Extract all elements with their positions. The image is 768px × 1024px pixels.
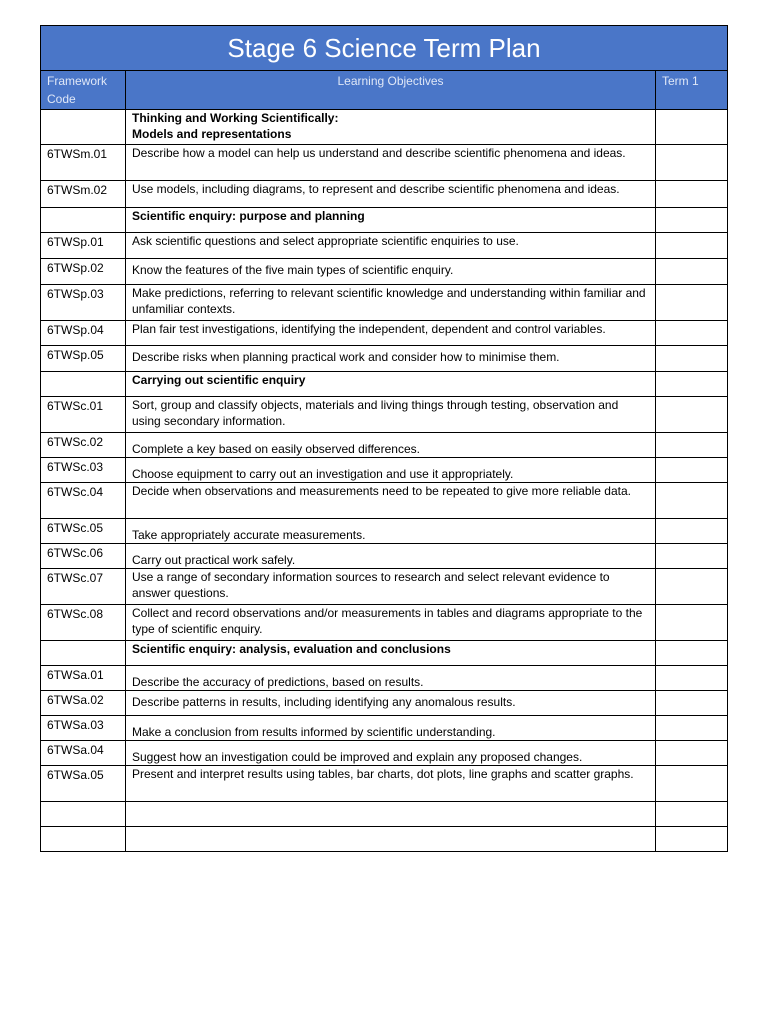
term-1-cell — [656, 741, 728, 766]
learning-objective-cell: Make a conclusion from results informed by scientific understanding. — [126, 716, 656, 741]
learning-objective-cell: Complete a key based on easily observed differences. — [126, 433, 656, 458]
term-1-cell — [656, 181, 728, 208]
term-plan-table — [40, 25, 728, 852]
term-1-cell — [656, 397, 728, 433]
term-1-cell — [656, 285, 728, 321]
learning-objective-cell: Use models, including diagrams, to represent and describe scientific phenomena and ideas. — [126, 181, 656, 208]
framework-code-cell — [41, 827, 126, 852]
framework-code-cell: 6TWSm.02 — [41, 181, 126, 208]
term-1-cell — [656, 641, 728, 666]
framework-code-cell — [41, 641, 126, 666]
framework-code-cell: 6TWSa.03 — [41, 716, 126, 741]
framework-code-cell: 6TWSc.06 — [41, 544, 126, 569]
framework-code-cell: 6TWSc.05 — [41, 519, 126, 544]
term-1-cell — [656, 321, 728, 346]
term-1-cell — [656, 259, 728, 285]
framework-code-cell: 6TWSc.02 — [41, 433, 126, 458]
learning-objective-cell: Take appropriately accurate measurements. — [126, 519, 656, 544]
framework-code-cell: 6TWSp.02 — [41, 259, 126, 285]
section-heading-cell: Scientific enquiry: purpose and planning — [126, 208, 656, 233]
term-1-cell — [656, 716, 728, 741]
section-heading-cell: Thinking and Working Scientifically: Models and representations — [126, 110, 656, 145]
term-1-cell — [656, 433, 728, 458]
learning-objective-cell: Describe patterns in results, including identifying any anomalous results. — [126, 691, 656, 716]
table-row — [41, 666, 728, 691]
term-1-cell — [656, 458, 728, 483]
section-row — [41, 372, 728, 397]
table-row — [41, 691, 728, 716]
learning-objective-cell: Know the features of the five main types of scientific enquiry. — [126, 259, 656, 285]
learning-objective-cell: Describe risks when planning practical work and consider how to minimise them. — [126, 346, 656, 372]
learning-objective-cell: Collect and record observations and/or measurements in tables and diagrams appropriate to the type of scientific enquiry. — [126, 605, 656, 641]
learning-objective-cell: Present and interpret results using tables, bar charts, dot plots, line graphs and scatter graphs. — [126, 766, 656, 802]
table-row — [41, 519, 728, 544]
page-title: Stage 6 Science Term Plan — [41, 26, 728, 71]
learning-objective-cell: Carry out practical work safely. — [126, 544, 656, 569]
framework-code-cell: 6TWSa.04 — [41, 741, 126, 766]
framework-code-cell — [41, 372, 126, 397]
table-row — [41, 145, 728, 181]
table-row — [41, 181, 728, 208]
learning-objective-cell: Choose equipment to carry out an investigation and use it appropriately. — [126, 458, 656, 483]
learning-objective-cell: Use a range of secondary information sources to research and select relevant evidence to answer questions. — [126, 569, 656, 605]
blank-row — [41, 802, 728, 827]
table-row — [41, 458, 728, 483]
section-row — [41, 208, 728, 233]
term-1-cell — [656, 544, 728, 569]
framework-code-cell: 6TWSa.05 — [41, 766, 126, 802]
section-row — [41, 641, 728, 666]
section-heading-cell: Scientific enquiry: analysis, evaluation and conclusions — [126, 641, 656, 666]
table-row — [41, 346, 728, 372]
framework-code-cell: 6TWSp.04 — [41, 321, 126, 346]
learning-objective-cell: Ask scientific questions and select appropriate scientific enquiries to use. — [126, 233, 656, 259]
learning-objective-cell: Plan fair test investigations, identifying the independent, dependent and control variables. — [126, 321, 656, 346]
table-row — [41, 716, 728, 741]
framework-code-cell: 6TWSc.03 — [41, 458, 126, 483]
table-row — [41, 483, 728, 519]
table-row — [41, 321, 728, 346]
framework-code-cell: 6TWSp.01 — [41, 233, 126, 259]
term-1-cell — [656, 666, 728, 691]
term-1-cell — [656, 233, 728, 259]
term-1-cell — [656, 766, 728, 802]
section-heading-cell: Carrying out scientific enquiry — [126, 372, 656, 397]
learning-objective-cell: Decide when observations and measurements need to be repeated to give more reliable data. — [126, 483, 656, 519]
term-1-cell — [656, 483, 728, 519]
blank-row — [41, 827, 728, 852]
table-row — [41, 569, 728, 605]
framework-code-cell: 6TWSc.07 — [41, 569, 126, 605]
learning-objective-cell — [126, 827, 656, 852]
term-1-cell — [656, 827, 728, 852]
table-row — [41, 233, 728, 259]
framework-code-cell — [41, 110, 126, 145]
table-row — [41, 766, 728, 802]
learning-objective-cell: Sort, group and classify objects, materials and living things through testing, observation and using secondary information. — [126, 397, 656, 433]
framework-code-cell: 6TWSc.04 — [41, 483, 126, 519]
framework-code-cell: 6TWSm.01 — [41, 145, 126, 181]
term-1-cell — [656, 145, 728, 181]
learning-objective-cell: Make predictions, referring to relevant scientific knowledge and understanding within familiar and unfamiliar contexts. — [126, 285, 656, 321]
framework-code-cell — [41, 208, 126, 233]
learning-objective-cell: Suggest how an investigation could be improved and explain any proposed changes. — [126, 741, 656, 766]
term-1-cell — [656, 372, 728, 397]
learning-objective-cell: Describe the accuracy of predictions, based on results. — [126, 666, 656, 691]
table-row — [41, 605, 728, 641]
term-1-cell — [656, 605, 728, 641]
term-1-cell — [656, 569, 728, 605]
column-header-framework-code: Framework Code — [41, 71, 126, 110]
term-1-cell — [656, 110, 728, 145]
table-body — [41, 110, 728, 852]
table-row — [41, 433, 728, 458]
learning-objective-cell — [126, 802, 656, 827]
framework-code-cell: 6TWSc.08 — [41, 605, 126, 641]
framework-code-cell: 6TWSa.02 — [41, 691, 126, 716]
column-header-term-1: Term 1 — [656, 71, 728, 110]
term-1-cell — [656, 802, 728, 827]
term-plan-document — [40, 25, 727, 852]
table-row — [41, 544, 728, 569]
framework-code-cell: 6TWSc.01 — [41, 397, 126, 433]
term-1-cell — [656, 691, 728, 716]
framework-code-cell: 6TWSa.01 — [41, 666, 126, 691]
framework-code-cell — [41, 802, 126, 827]
table-row — [41, 259, 728, 285]
table-row — [41, 741, 728, 766]
table-row — [41, 285, 728, 321]
term-1-cell — [656, 519, 728, 544]
section-row — [41, 110, 728, 145]
term-1-cell — [656, 346, 728, 372]
framework-code-cell: 6TWSp.03 — [41, 285, 126, 321]
column-header-learning-objectives: Learning Objectives — [126, 71, 656, 110]
framework-code-cell: 6TWSp.05 — [41, 346, 126, 372]
learning-objective-cell: Describe how a model can help us understand and describe scientific phenomena and ideas. — [126, 145, 656, 181]
term-1-cell — [656, 208, 728, 233]
table-row — [41, 397, 728, 433]
